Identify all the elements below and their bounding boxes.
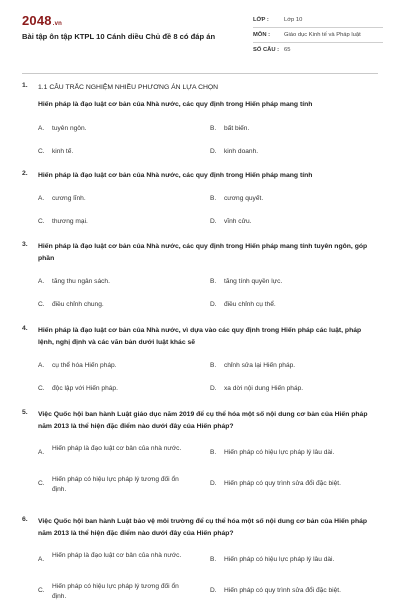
option-letter: D.	[210, 148, 217, 155]
option-text: Hiến pháp có hiệu lực pháp lý tương đối ổn định.	[52, 583, 179, 600]
option-text: độc lập với Hiến pháp.	[52, 385, 118, 392]
option-text: vĩnh cửu.	[224, 218, 252, 225]
option-letter: D.	[210, 218, 217, 225]
option-text: Hiến pháp là đạo luật cơ bản của nhà nước.	[52, 552, 182, 559]
option-letter: D.	[210, 301, 217, 308]
option-letter: B.	[210, 362, 217, 369]
option-letter: C.	[38, 301, 45, 308]
option-letter: A.	[38, 362, 45, 369]
question-text: Hiến pháp là đạo luật cơ bản của Nhà nước, vì dựa vào các quy định trong Hiến pháp các luật, pháp lệnh, nghị định và các văn bản dưới luật khác sẽ	[38, 327, 362, 346]
option-letter: B.	[210, 449, 217, 456]
option-text: Hiến pháp có hiệu lực pháp lý lâu dài.	[224, 449, 335, 456]
option-text: cụ thể hóa Hiến pháp.	[52, 362, 117, 369]
option-text: chỉnh sửa lại Hiến pháp.	[224, 362, 296, 369]
option-text: thương mại.	[52, 218, 88, 225]
option-text: Hiến pháp có quy trình sửa đổi đặc biệt.	[224, 480, 341, 487]
logo-sub: .vn	[52, 21, 63, 27]
meta-label: MÔN :	[253, 32, 271, 38]
option-letter: A.	[38, 125, 45, 132]
logo-main: 2048	[22, 13, 52, 28]
meta-row-count	[253, 43, 383, 57]
question-number: 6.	[22, 516, 28, 523]
section-number: 1.	[22, 82, 28, 89]
option-text: cương quyết.	[224, 195, 264, 202]
question-text: Hiến pháp là đạo luật cơ bản của Nhà nước, các quy định trong Hiến pháp mang tính	[38, 101, 313, 108]
question-text: Hiến pháp là đạo luật cơ bản của Nhà nước, các quy định trong Hiến pháp mang tính	[38, 172, 313, 179]
option-letter: A.	[38, 278, 45, 285]
meta-value: Giáo dục Kinh tế và Pháp luật	[284, 32, 361, 38]
meta-value: Lớp 10	[284, 17, 303, 23]
option-letter: B.	[210, 278, 217, 285]
option-letter: C.	[38, 218, 45, 225]
option-text: tăng tính quyền lực.	[224, 278, 283, 285]
meta-row-subject	[253, 28, 383, 43]
question-number: 4.	[22, 325, 28, 332]
meta-value: 65	[284, 47, 291, 53]
header-divider	[22, 73, 378, 74]
question-number: 2.	[22, 170, 28, 177]
question-text: Việc Quốc hội ban hành Luật giáo dục năm 2019 để cụ thể hóa một số nội dung cơ bản của Hiến pháp năm 2013 là thể hiện đặc điểm nào dưới đây của Hiến pháp?	[38, 411, 368, 430]
option-text: xa dời nội dung Hiến pháp.	[224, 385, 304, 392]
option-letter: C.	[38, 385, 45, 392]
option-text: Hiến pháp là đạo luật cơ bản của nhà nước.	[52, 445, 182, 452]
option-letter: C.	[38, 587, 45, 594]
option-letter: C.	[38, 148, 45, 155]
option-letter: B.	[210, 125, 217, 132]
section-title: 1.1 CÂU TRẮC NGHIỆM NHIỀU PHƯƠNG ÁN LỰA CHỌN	[38, 84, 219, 91]
option-letter: D.	[210, 385, 217, 392]
option-letter: B.	[210, 195, 217, 202]
option-text: Hiến pháp có hiệu lực pháp lý lâu dài.	[224, 556, 335, 563]
option-letter: A.	[38, 195, 45, 202]
option-text: kinh doanh.	[224, 148, 259, 155]
document-meta	[253, 13, 383, 57]
option-letter: A.	[38, 556, 45, 563]
option-text: Hiến pháp có quy trình sửa đổi đặc biệt.	[224, 587, 341, 594]
option-text: điều chỉnh chung.	[52, 301, 104, 308]
question-number: 3.	[22, 241, 28, 248]
meta-row-class	[253, 13, 383, 28]
question-number: 5.	[22, 409, 28, 416]
question-5	[22, 409, 378, 504]
option-text: tuyên ngôn.	[52, 125, 87, 132]
document-title: Bài tập ôn tập KTPL 10 Cánh diều Chủ đề 8 có đáp án	[22, 32, 216, 41]
question-text: Việc Quốc hội ban hành Luật bảo vệ môi trường để cụ thể hóa một số nội dung cơ bản của Hiến pháp năm 2013 là thể hiện đặc điểm nào dưới đây của Hiến pháp?	[38, 518, 368, 537]
option-text: kinh tế.	[52, 148, 74, 155]
meta-label: SỐ CÂU :	[253, 47, 280, 53]
question-6	[22, 516, 378, 600]
option-text: cương lĩnh.	[52, 195, 86, 202]
option-letter: B.	[210, 556, 217, 563]
option-text: Hiến pháp có hiệu lực pháp lý tương đối ổn định.	[52, 476, 179, 493]
option-letter: D.	[210, 587, 217, 594]
meta-label: LỚP :	[253, 17, 269, 23]
page-header	[0, 0, 400, 70]
question-2	[22, 170, 378, 230]
question-text: Hiến pháp là đạo luật cơ bản của Nhà nước, các quy định trong Hiến pháp mang tính tuyên ngôn, góp phần	[38, 243, 368, 262]
option-text: tăng thu ngân sách.	[52, 278, 110, 285]
question-3	[22, 241, 378, 316]
question-4	[22, 325, 378, 400]
option-text: điều chỉnh cụ thể.	[224, 301, 276, 308]
option-letter: A.	[38, 449, 45, 456]
site-logo[interactable]	[22, 13, 62, 28]
question-1	[22, 82, 378, 162]
option-letter: D.	[210, 480, 217, 487]
option-text: bất biến.	[224, 125, 250, 132]
option-letter: C.	[38, 480, 45, 487]
